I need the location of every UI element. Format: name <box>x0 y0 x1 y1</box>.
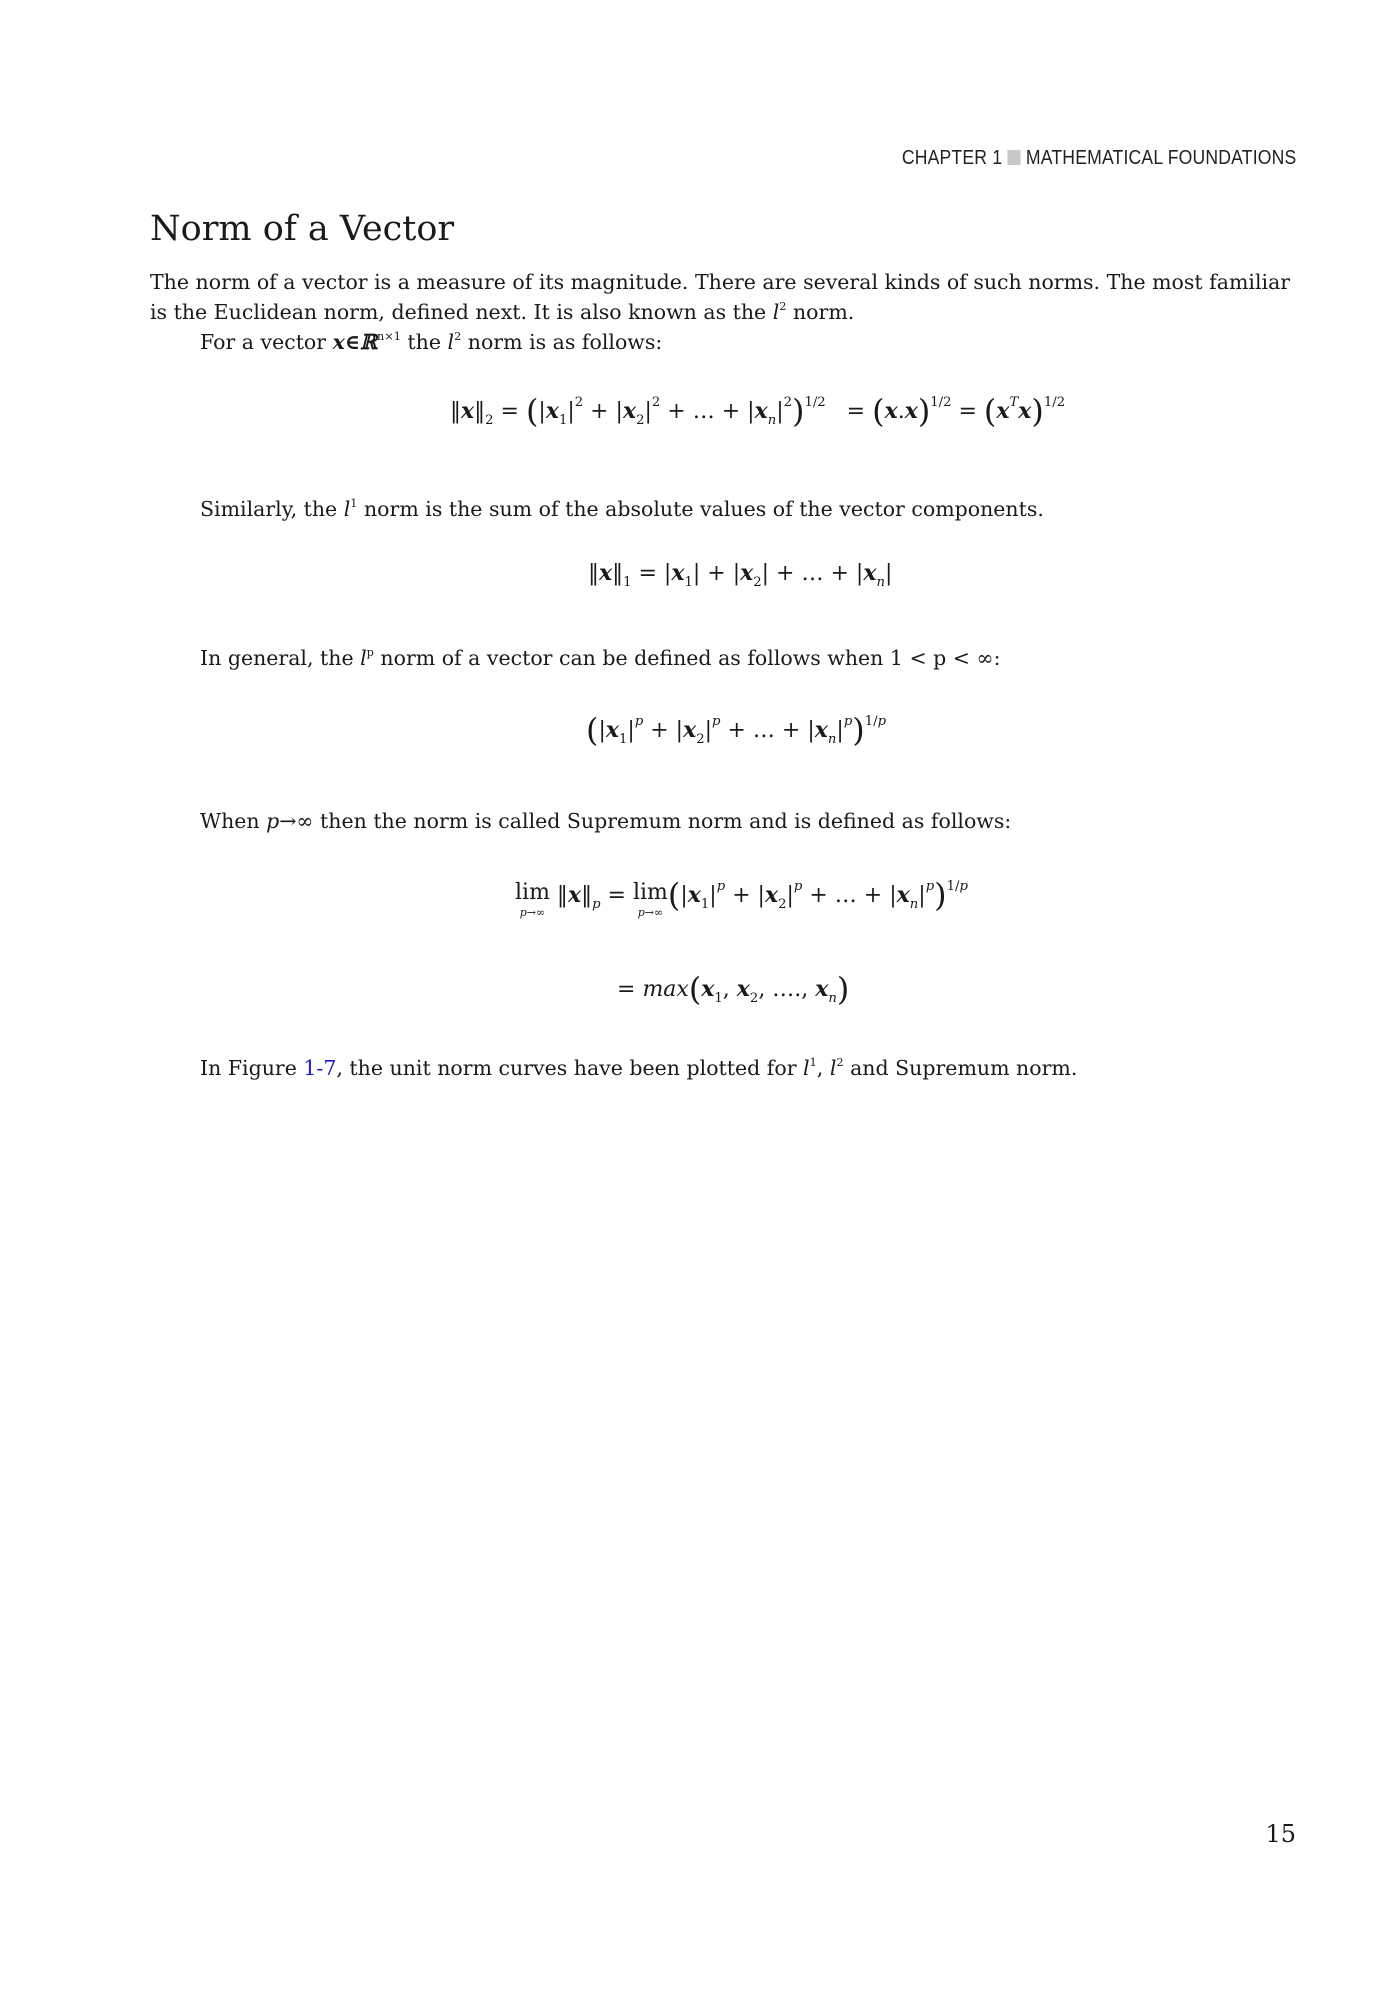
intro-line-1: The norm of a vector is a measure of its magnitude. There are several kinds of such norms. The most familiar <box>150 270 1291 294</box>
figure-paragraph: In Figure 1-7, the unit norm curves have been plotted for $l^1$, $l^2$ and Supremum norm. <box>200 1055 1078 1080</box>
separator-square-icon <box>1007 150 1020 165</box>
supremum-limit-equation: lim p→∞ $‖x‖_p = \lim$ p→∞ ($|x_1|^p + |x_2|^p$ + … + $|x_n|^p)^{1/p}$ <box>515 875 968 919</box>
l1-norm-equation: $‖x‖_1 = |x_1| + |x_2|$ + … + $|x_n|$ <box>588 560 893 590</box>
lp-paragraph: In general, the $l^p$ norm of a vector can be defined as follows when 1 < p < ∞: <box>200 645 1001 670</box>
supremum-max-equation: = $\max(x_1$, $x_2$, …., $x_n$) <box>617 969 850 1008</box>
l2-norm-equation: $‖x‖_2 = (|x_1|^2 + |x_2|^2$ + … + $|x_n|^2)^{1/2} = (x.x)^{1/2} = (x^Tx)^{1/2}$ <box>450 391 1066 430</box>
intro-paragraph <box>150 267 1300 327</box>
supremum-paragraph: When p→∞ then the norm is called Supremum norm and is defined as follows: <box>200 809 1012 833</box>
vector-paragraph: For a vector x∈ℝ$^{n\times 1}$ the $l^2$ norm is as follows: <box>200 329 663 354</box>
l1-paragraph: Similarly, the $l^1$ norm is the sum of the absolute values of the vector components. <box>200 496 1044 521</box>
figure-reference-link[interactable]: 1-7 <box>303 1056 337 1080</box>
section-label: MATHEMATICAL FOUNDATIONS <box>1025 147 1296 169</box>
lp-norm-equation: ($|x_1|^p + |x_2|^p$ + … + $|x_n|^p)^{1/p}$ <box>586 710 887 749</box>
intro-line-2: is the Euclidean norm, defined next. It is also known as the $l^2$ norm. <box>150 299 855 324</box>
running-header <box>901 147 1296 170</box>
chapter-label: CHAPTER 1 <box>901 147 1002 169</box>
section-title: Norm of a Vector <box>150 209 455 249</box>
page-number: 15 <box>1265 1820 1296 1848</box>
